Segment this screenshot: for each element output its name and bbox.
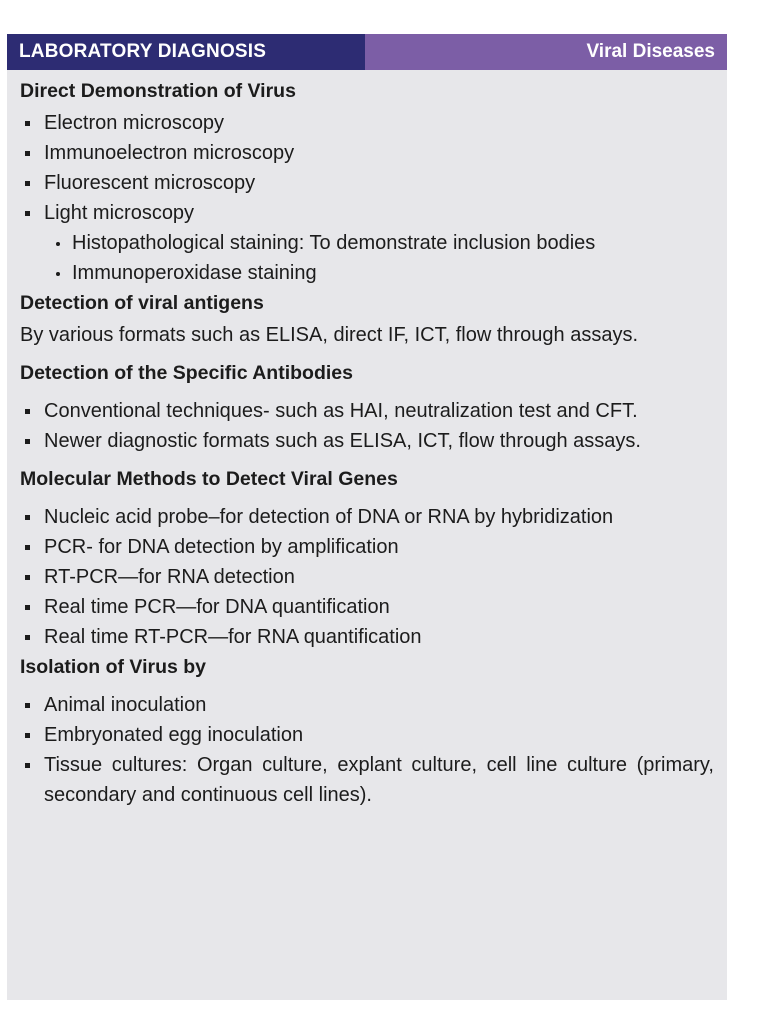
list-item: Real time PCR—for DNA quantification: [20, 592, 714, 622]
list-item: Electron microscopy: [20, 108, 714, 138]
list-item: Animal inoculation: [20, 690, 714, 720]
list-item: Embryonated egg inoculation: [20, 720, 714, 750]
header-topic: Viral Diseases: [365, 34, 727, 70]
laboratory-diagnosis-box: [7, 34, 727, 1000]
list-item: Real time RT-PCR—for RNA quantification: [20, 622, 714, 652]
section-heading-isolation-of-virus: Isolation of Virus by: [20, 656, 207, 678]
section-heading-specific-antibodies: Detection of the Specific Antibodies: [20, 362, 353, 384]
sub-list-item: Immunoperoxidase staining: [20, 258, 714, 288]
direct-demonstration-list: [20, 108, 714, 288]
list-item: RT-PCR—for RNA detection: [20, 562, 714, 592]
list-item: PCR- for DNA detection by amplification: [20, 532, 714, 562]
box-header: [7, 34, 727, 70]
list-item: Light microscopy: [20, 198, 714, 228]
list-item: Nucleic acid probe–for detection of DNA or RNA by hybridization: [20, 502, 714, 532]
list-item: Immunoelectron microscopy: [20, 138, 714, 168]
list-item: Newer diagnostic formats such as ELISA, ICT, flow through assays.: [20, 426, 714, 456]
section-heading-molecular-methods: Molecular Methods to Detect Viral Genes: [20, 468, 398, 490]
viral-antigens-text: By various formats such as ELISA, direct IF, ICT, flow through assays.: [20, 324, 639, 346]
molecular-methods-list: [20, 502, 714, 652]
list-item: Tissue cultures: Organ culture, explant culture, cell line culture (primary, secondary and continuous cell lines).: [20, 750, 714, 810]
section-heading-viral-antigens: Detection of viral antigens: [20, 292, 264, 314]
sub-list-item: Histopathological staining: To demonstrate inclusion bodies: [20, 228, 714, 258]
specific-antibodies-list: [20, 396, 714, 456]
header-title: LABORATORY DIAGNOSIS: [7, 34, 365, 70]
section-heading-direct-demonstration: Direct Demonstration of Virus: [20, 80, 296, 102]
box-content: [7, 70, 727, 810]
list-item: Conventional techniques- such as HAI, neutralization test and CFT.: [20, 396, 714, 426]
list-item: Fluorescent microscopy: [20, 168, 714, 198]
isolation-of-virus-list: [20, 690, 714, 810]
